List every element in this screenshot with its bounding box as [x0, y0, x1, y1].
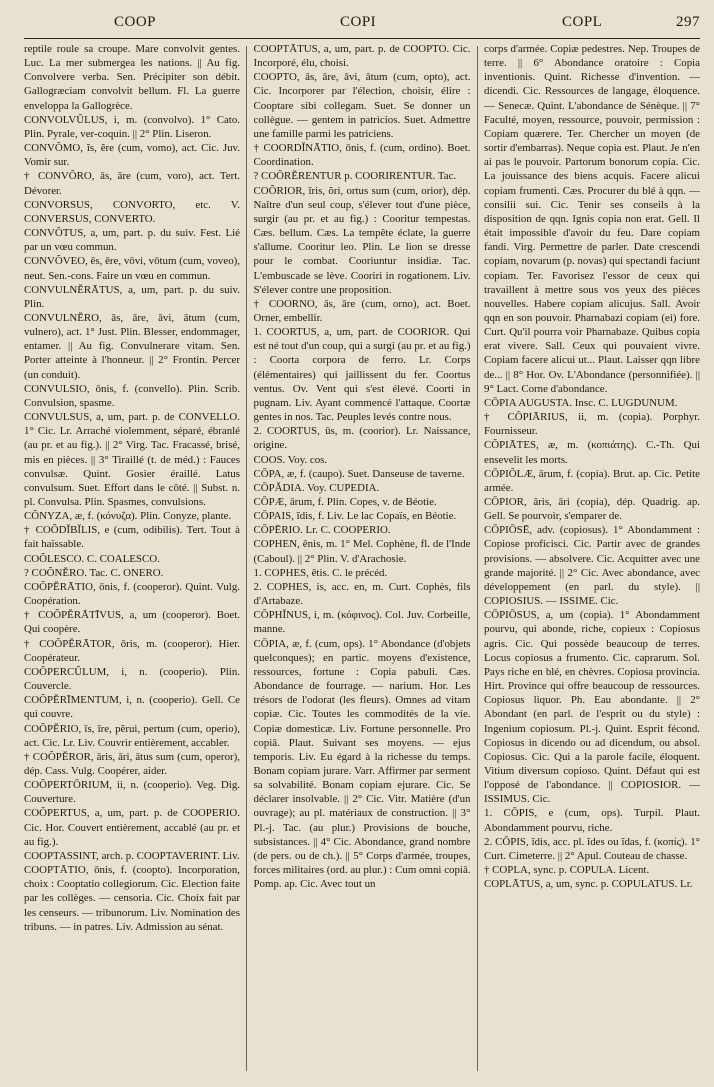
dictionary-entry: 1. COPHES, ētis. C. le précéd.	[253, 566, 388, 579]
running-head-left: COOP	[114, 14, 157, 30]
dictionary-entry: CŌPIA AUGUSTA. Insc. C. LUGDUNUM.	[484, 396, 678, 409]
dictionary-entry: CŌPA, æ, f. (caupo). Suet. Danseuse de taverne.	[253, 467, 465, 480]
dictionary-entry: CONVULSIO, ōnis, f. (convello). Plin. Scrib. Convulsion, spasme.	[24, 382, 240, 409]
dictionary-entry: CONVULNĔRO, ās, āre, āvi, ātum (cum, vulnero), act. 1° Just. Plin. Blesser, endommager, entamer. || Au fig. Convulnerare vitam. Sen. Porter atteinte à l'honneur. || 2° Frontin. Percer (un conduit).	[24, 311, 240, 381]
dictionary-entry: CONVULSUS, a, um, part. p. de CONVELLO. 1° Cic. Lr. Arraché violemment, séparé, ébranlé (au pr. et au fig.). || 2° Virg. Tac. Fracassé, brisé, mis en pièces. || 3° Tiraillé (t. de méd.) : Fauces convulsæ. Quint. Gosier éraillé. Latus convulsum. Suet. Effort dans le côté. || Subst. n. pl. Convulsa. Plin. Spasmes, convulsions.	[24, 411, 240, 508]
dictionary-entry: CONVŎVEO, ēs, ēre, vōvi, vōtum (cum, voveo), neut. Sen.-cons. Faire un vœu en commun.	[24, 255, 240, 282]
dictionary-entry: CŌPIŌSĒ, adv. (copiosus). 1° Abondamment : Copiose proficisci. Cic. Partir avec de grandes provisions. — absolvere. Cic. Acquitter avec une grande majorité. || 2° Cic. Avec abondance, avec développement (en parl. du style). || COPIOSIUS. — ISSIME. Cic.	[484, 524, 700, 608]
column-right	[484, 42, 700, 1079]
dictionary-entry: CŌPÆ, ārum, f. Plin. Copes, v. de Béotie.	[253, 496, 437, 508]
dictionary-entry: † COORNO, ās, āre (cum, orno), act. Boet. Orner, embellir.	[253, 297, 471, 324]
dictionary-entry: COŎPĔRĪMENTUM, i, n. (cooperio). Gell. Ce qui couvre.	[24, 694, 240, 721]
dictionary-entry: COOPTO, ās, āre, āvi, ātum (cum, opto), act. Cic. Incorporer par l'élection, choisir, élire : Cooptare sibi collegam. Suet. Se donner un collègue. — gentem in patricios. Suet. Admettre une famille parmi les patriciens.	[253, 71, 471, 140]
dictionary-entry: CŌPIŎLÆ, ārum, f. (copia). Brut. ap. Cic. Petite armée.	[484, 467, 700, 494]
dictionary-entry: † CŌPIĀRIUS, ii, m. (copia). Porphyr. Fournisseur.	[484, 411, 700, 438]
column-divider	[246, 46, 247, 1071]
running-head	[24, 14, 700, 34]
dictionary-entry: 1. COORTUS, a, um, part. de COORIOR. Qui est né tout d'un coup, qui a surgi (au pr. et au fig.) : Coorta corpora de ferro. Lr. Corps (élémentaires) qui jaillissent du fer. Coortus ventus. Ov. Vent qui s'est élevé. Coorti in pugnam. Liv. Ayant commencé l'attaque. Coortæ gentes in nos. Tac. Peuples levés contre nous.	[253, 326, 471, 424]
dictionary-entry: 2. CŌPIS, ĭdis, acc. pl. ĭdes ou ĭdas, f. (κοπίς). 1° Curt. Cimeterre. || 2° Apul. Couteau de chasse.	[484, 835, 700, 862]
dictionary-entry: CŌPĒRIO. Lr. C. COOPERIO.	[253, 524, 391, 537]
dictionary-entry: CONVORSUS, CONVORTO, etc. V. CONVERSUS, CONVERTO.	[24, 198, 240, 225]
dictionary-entry: CŌPIOR, āris, āri (copia), dép. Quadrig. ap. Gell. Se pourvoir, s'emparer de.	[484, 496, 700, 523]
dictionary-entry: reptile roule sa croupe. Mare convolvit gentes. Luc. La mer submergea les nations. || Au fig. Convolvere verba. Sen. Précipiter son débit. Gallogræciam convolvit bellum. Fl. La guerre enveloppa la Gallogrèce.	[24, 43, 240, 112]
dictionary-entry: CŌPĂDIA. Voy. CUPEDIA.	[253, 481, 380, 494]
dictionary-entry: CŌPIA, æ, f. (cum, ops). 1° Abondance (d'objets quelconques); en partic. moyens d'existence, ressources, fortune : Copia pabuli. Cæs. Abondance de fourrage. — narium. Hor. Les trésors de l'odorat (les fleurs). Omnes ad vitam copiæ. Cic. Toutes les commodités de la vie. Copiæ domesticæ. Liv. Fortune personnelle. Pro copiā. Plaut. Suivant ses moyens. — ejus temporis. Liv. Eu égard à la richesse du temps. Bonam copiam jurare. Varr. Affirmer par serment sa solvabilité. Bonam copiam ejurare. Cic. Se déclarer insolvable. || 2° Cic. Vitr. Matière (d'un ouvrage); au pl. matériaux de construction. || 3° Pl.-j. Tac. (au plur.) Provisions de bouche, subsistances. || 4° Cic. Abondance, grand nombre (de pers. ou de ch.). || 5° Corps d'armée, troupes, forces militaires (ord. au plur.) : Cum omni copiā. Pomp. ap. Cic. Avec tout un	[253, 637, 471, 891]
dictionary-entry: COŎLESCO. C. COALESCO.	[24, 552, 160, 565]
dictionary-entry: COŎPERCŬLUM, i, n. (cooperio). Plin. Couvercle.	[24, 665, 240, 693]
dictionary-entry: † COORDĬNĀTIO, ōnis, f. (cum, ordino). Boet. Coordination.	[253, 142, 471, 169]
dictionary-entry: CŌPIŌSUS, a, um (copia). 1° Abondamment pourvu, qui abonde, riche, copieux : Copiosus agris. Cic. Qui possède beaucoup de terres. Locus copiosus a frumento. Cic. caprarum. Sol. Pays riche en blé, en chèvres. Copiosa provincia. Hirt. Province qui offre beaucoup de ressources. Copiosus liquor. Ph. Eau abondante. || 2° Abondant (en parl. de l'esprit ou du style) : Ingenium copiosum. Pl.-j. Quint. Esprit fécond. Copiosus in dicendo ou ad dicendum, ou absol. Copiosus. Cic. Qui a la parole facile, éloquent. Vitium diversum copioso. Quint. Défaut qui est l'opposé de l'abondance. || COPIOSIOR. — ISSIMUS. Cic.	[484, 609, 700, 806]
dictionary-entry: COOPTASSINT, arch. p. COOPTAVERINT. Liv.	[24, 849, 240, 862]
dictionary-entry: COPLĀTUS, a, um, sync. p. COPULATUS. Lr.	[484, 878, 693, 891]
dictionary-entry: COOS. Voy. cos.	[253, 453, 328, 466]
dictionary-entry: COŎPERTUS, a, um, part. p. de COOPERIO. Cic. Hor. Couvert entièrement, accablé (au pr. et au fig.).	[24, 807, 240, 848]
running-head-center: COPI	[340, 14, 377, 30]
dictionary-entry: CŎPIĀTES, æ, m. (κοπιάτης). C.-Th. Qui ensevelit les morts.	[484, 439, 700, 466]
dictionary-entry: COŎRIOR, īris, ŏri, ortus sum (cum, orior), dép. Naître d'un seul coup, s'élever tout d'une pièce, surgir (au pr. et au fig.) : Cooritur tempestas. Cæs. bellum. Cæs. La tempête éclate, la guerre s'allume. Cooritur leo. Plin. Le lion se dresse pour le combat. Cooriuntur insidiæ. Tac. L'embuscade se lève. Cooriri in rogationem. Liv. S'élever contre une proposition.	[253, 184, 471, 296]
dictionary-entry: COŎPĔRĀTIO, ōnis, f. (cooperor). Quint. Vulg. Coopération.	[24, 580, 240, 608]
dictionary-entry: COPHEN, ēnis, m. 1° Mel. Cophène, fl. de l'Inde (Caboul). || 2° Plin. V. d'Arachosie.	[253, 538, 471, 565]
running-head-right: COPL	[562, 14, 603, 30]
dictionary-entry: CONVULNĔRĀTUS, a, um, part. p. du suiv. Plin.	[24, 283, 240, 310]
dictionary-entry: 2. COPHES, is, acc. en, m. Curt. Cophès, fils d'Artabaze.	[253, 580, 471, 608]
dictionary-entry: CŎPHĬNUS, i, m. (κόφινος). Col. Juv. Corbeille, manne.	[253, 609, 471, 636]
dictionary-entry: corps d'armée. Copiæ pedestres. Nep. Troupes de terre. || 6° Abondance oratoire : Copia inventionis. Quint. Richesse d'invention. — dicendi. Cic. Ressources de langage, éloquence. — Senecæ. Quint. L'abondance de Sénèque. || 7° Faculté, moyen, ressource, pouvoir, permission : Copiam quærere. Ter. Chercher un moyen (de sortir d'embarras). Neque copia est. Plaut. Je n'en ai pas le pouvoir. Partorum bonorum copia. Cic. La jouissance des biens acquis. Facere alicui copiam frumenti. Cæs. Procurer du blé à qqn. — consilii sui. Cic. Tenir ses conseils à la disposition de qqn. Ignis copia non erat. Gell. Il était impossible d'avoir du feu. Dare copiam fandi. Virg. Permettre de parler. Date crescendi copiam, novarum (p. novas) qui spectandi faciunt copiam. Ter. Favorisez l'essor de ceux qui travaillent à mettre sous vos yeux des pièces nouvelles. Habere copiam alicujus. Sall. Avoir qqn en son pouvoir. Pharnabazi copiam (ei) fore. Curt. Qu'il pourra voir Pharnabaze. Quibus copia erat vivere. Sall. Ceux qui pouvaient vivre. Copiam facere alicui ut... Plaut. Laisser qqn libre de... || 8° Hor. Ov. L'Abondance (personnifiée). || 9° Lact. Corne d'abondance.	[484, 43, 700, 395]
page-number: 297	[676, 14, 700, 30]
dictionary-entry: CONVŎMO, ĭs, ĕre (cum, vomo), act. Cic. Juv. Vomir sur.	[24, 142, 240, 169]
dictionary-entry: † CONVŎRO, ās, āre (cum, voro), act. Tert. Dévorer.	[24, 170, 240, 197]
dictionary-entry: † COŎPĔRĀTĪVUS, a, um (cooperor). Boet. Qui coopère.	[24, 609, 240, 636]
column-divider	[477, 46, 478, 1071]
text-columns	[24, 42, 700, 1079]
dictionary-entry: ? COŎNĔRO. Tac. C. ONERO.	[24, 566, 164, 579]
dictionary-entry: COOPTĀTUS, a, um, part. p. de COOPTO. Cic. Incorporé, élu, choisi.	[253, 43, 471, 70]
dictionary-entry: COOPTĀTIO, ōnis, f. (coopto). Incorporation, choix : Cooptatio collegiorum. Cic. Election faite par les collèges. — censoria. Cic. Choix fait par les censeurs. — tribunorum. Liv. Nomination des tribuns. — in patres. Liv. Admission au sénat.	[24, 864, 240, 933]
dictionary-entry: † COŎDĬBĬLIS, e (cum, odibilis). Tert. Tout à fait haïssable.	[24, 524, 240, 551]
dictionary-entry: † COŎPĔROR, āris, āri, ātus sum (cum, operor), dép. Cass. Vulg. Coopérer, aider.	[24, 750, 240, 777]
dictionary-entry: COŎPERTŌRIUM, ii, n. (cooperio). Veg. Dig. Couverture.	[24, 779, 240, 806]
header-rule	[24, 38, 700, 39]
column-left	[24, 42, 240, 1079]
dictionary-entry: CONVŎTUS, a, um, part. p. du suiv. Fest. Lié par un vœu commun.	[24, 227, 240, 254]
dictionary-entry: COŎPĔRIO, īs, īre, pĕrui, pertum (cum, operio), act. Cic. Lr. Liv. Couvrir entièrement, accabler.	[24, 722, 240, 749]
dictionary-entry: 2. COORTUS, ūs, m. (coorior). Lr. Naissance, origine.	[253, 425, 471, 452]
column-middle	[254, 42, 471, 1079]
dictionary-entry: † COPLA, sync. p. COPULA. Licent.	[484, 864, 650, 877]
dictionary-entry: CONVOLVŬLUS, i, m. (convolvo). 1° Cato. Plin. Pyrale, ver-coquin. || 2° Plin. Liseron.	[24, 113, 240, 140]
dictionary-entry: CŎNYZA, æ, f. (κόνυζα). Plin. Conyze, plante.	[24, 510, 232, 523]
dictionary-entry: ? COŎRĔRENTUR p. COORIRENTUR. Tac.	[253, 170, 457, 183]
dictionary-entry: CŌPAIS, ĭdis, f. Liv. Le lac Copaïs, en Béotie.	[253, 510, 457, 523]
dictionary-entry: 1. CŌPIS, e (cum, ops). Turpil. Plaut. Abondamment pourvu, riche.	[484, 807, 700, 834]
dictionary-entry: † COŎPĔRĀTOR, ōris, m. (cooperor). Hier. Coopérateur.	[24, 637, 240, 664]
